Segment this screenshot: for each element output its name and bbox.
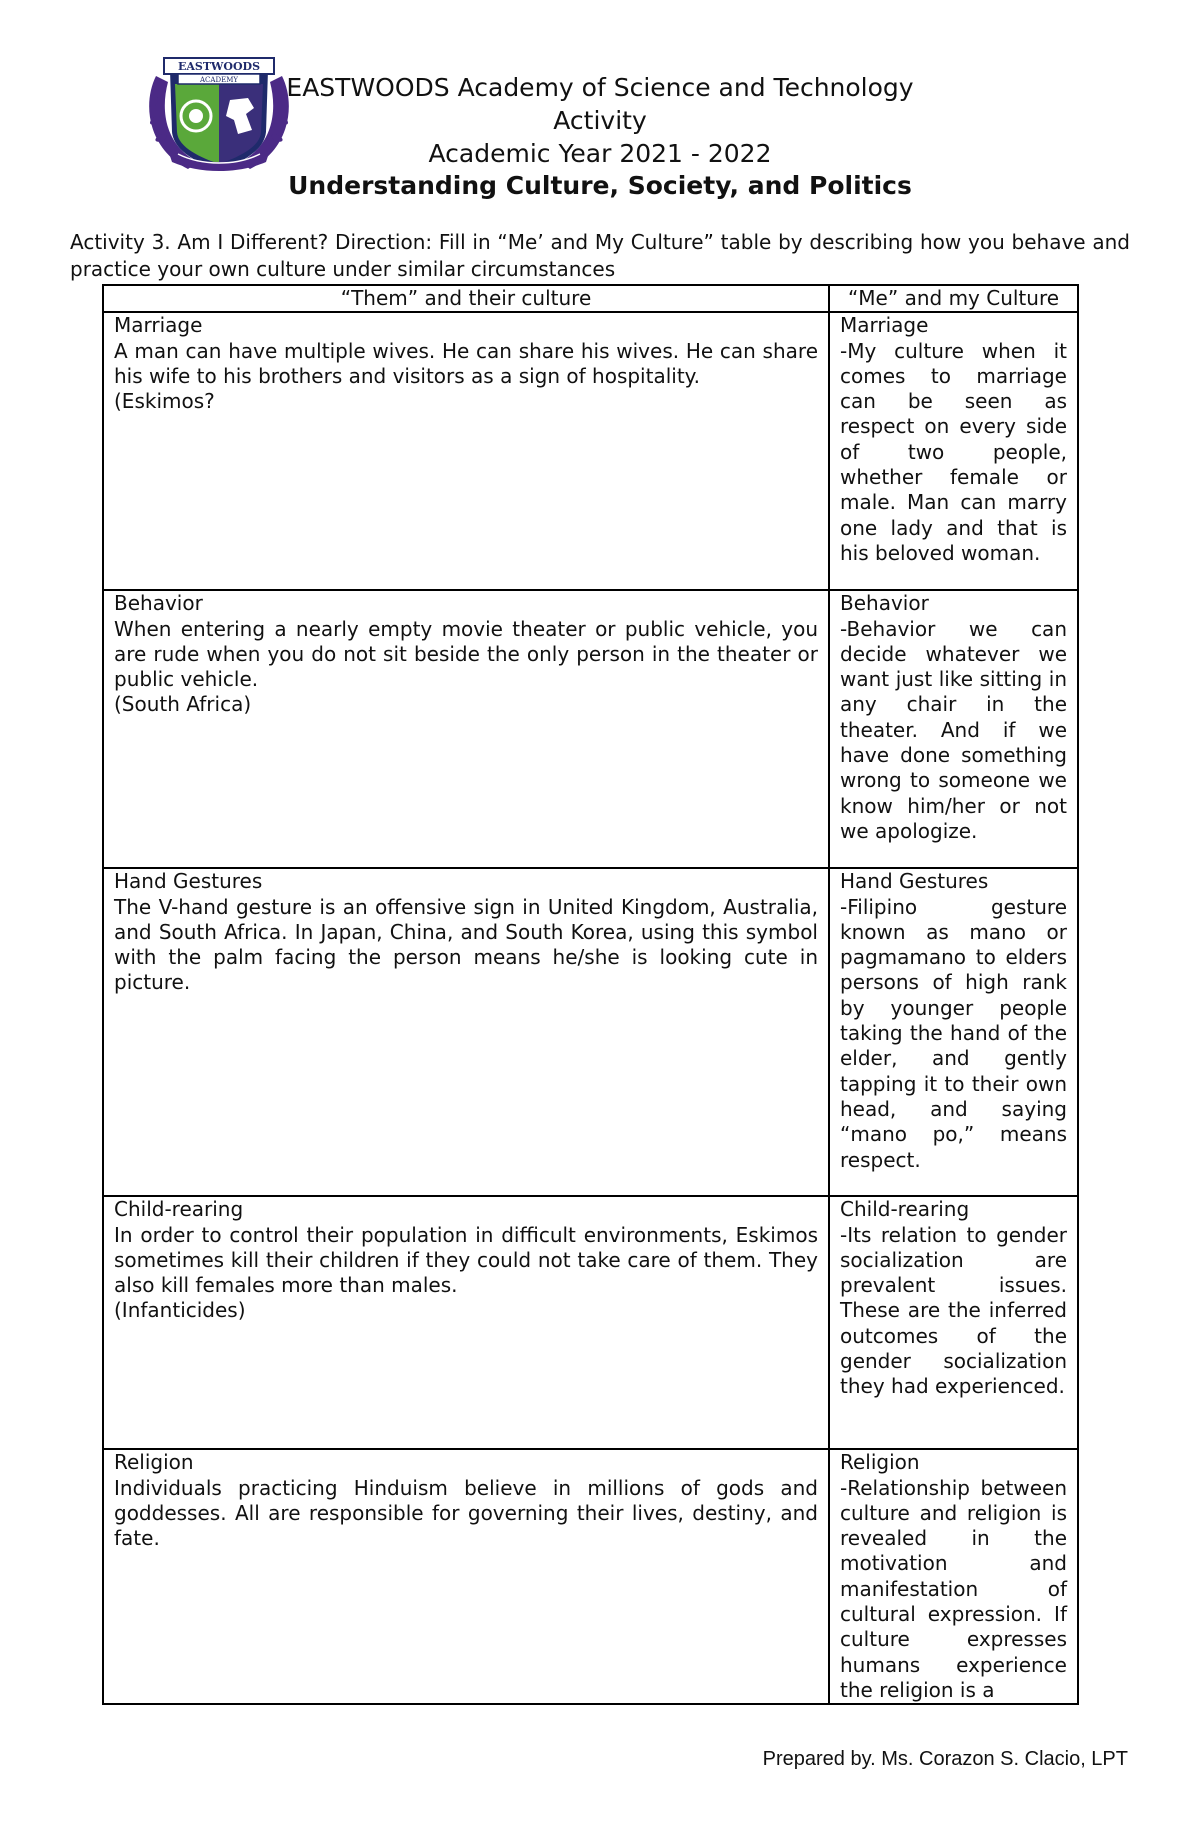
them-description: The V-hand gesture is an offensive sign in United Kingdom, Australia, and South Africa. In Japan, China, and South Korea, using this symbol with the palm facing the person means he/she is looking cute in picture. xyxy=(114,894,818,995)
me-description: -Its relation to gender socialization are prevalent issues. These are the inferred outcomes of the gender socialization they had experienced. xyxy=(840,1222,1067,1399)
me-category: Behavior xyxy=(840,591,929,616)
column-header-me: “Me” and my Culture xyxy=(829,285,1078,312)
school-name: EASTWOODS Academy of Science and Technology xyxy=(286,73,914,102)
me-description: -My culture when it comes to marriage can be seen as respect on every side of two people, whether female or male. Man can marry one lady and that is his beloved woman. xyxy=(840,338,1067,565)
table-row xyxy=(103,312,1078,590)
document-type: Activity xyxy=(553,106,647,135)
table-header-row xyxy=(103,285,1078,312)
me-description: -Relationship between culture and religion is revealed in the motivation and manifestation of cultural expression. If culture expresses humans experience the religion is a xyxy=(840,1475,1067,1702)
academic-year: Academic Year 2021 - 2022 xyxy=(428,139,772,168)
me-cell[interactable] xyxy=(829,590,1078,868)
them-cell xyxy=(103,590,829,868)
them-category: Behavior xyxy=(114,591,203,616)
them-category: Religion xyxy=(114,1450,194,1475)
table-row xyxy=(103,868,1078,1196)
table-row xyxy=(103,1449,1078,1704)
me-cell[interactable] xyxy=(829,868,1078,1196)
svg-text:EASTWOODS: EASTWOODS xyxy=(177,60,261,73)
subject-title: Understanding Culture, Society, and Politics xyxy=(288,171,912,200)
me-description: -Behavior we can decide whatever we want just like sitting in any chair in the theater. And if we have done something wrong to someone we know him/her or not we apologize. xyxy=(840,616,1067,843)
me-category: Hand Gestures xyxy=(840,869,989,894)
them-category: Child-rearing xyxy=(114,1197,244,1222)
culture-comparison-table xyxy=(102,284,1079,1705)
them-description: In order to control their population in difficult environments, Eskimos sometimes kill their children if they could not take care of them. They also kill females more than males. (Infanticides) xyxy=(114,1222,818,1323)
me-cell[interactable] xyxy=(829,1196,1078,1449)
them-cell xyxy=(103,1196,829,1449)
svg-text:ACADEMY: ACADEMY xyxy=(200,76,238,84)
me-category: Marriage xyxy=(840,313,929,338)
table-row xyxy=(103,1196,1078,1449)
column-header-them: “Them” and their culture xyxy=(103,285,829,312)
them-description: Individuals practicing Hinduism believe in millions of gods and goddesses. All are responsible for governing their lives, destiny, and fate. xyxy=(114,1475,818,1551)
them-description: A man can have multiple wives. He can share his wives. He can share his wife to his brothers and visitors as a sign of hospitality. (Eskimos? xyxy=(114,338,818,414)
them-category: Marriage xyxy=(114,313,203,338)
me-cell[interactable] xyxy=(829,1449,1078,1704)
table-row xyxy=(103,590,1078,868)
them-description: When entering a nearly empty movie theater or public vehicle, you are rude when you do not sit beside the only person in the theater or public vehicle. (South Africa) xyxy=(114,616,818,717)
them-category: Hand Gestures xyxy=(114,869,263,894)
activity-instructions: Activity 3. Am I Different? Direction: Fill in “Me’ and My Culture” table by describing how you behave and practice your own culture under similar circumstances xyxy=(70,230,1130,281)
me-description: -Filipino gesture known as mano or pagmamano to elders persons of high rank by younger people taking the hand of the elder, and gently tapping it to their own head, and saying “mano po,” means respect. xyxy=(840,894,1067,1172)
me-category: Child-rearing xyxy=(840,1197,970,1222)
me-category: Religion xyxy=(840,1450,920,1475)
prepared-by-footer: Prepared by. Ms. Corazon S. Clacio, LPT xyxy=(762,1748,1128,1770)
me-cell[interactable] xyxy=(829,312,1078,590)
them-cell xyxy=(103,1449,829,1704)
them-cell xyxy=(103,868,829,1196)
them-cell xyxy=(103,312,829,590)
